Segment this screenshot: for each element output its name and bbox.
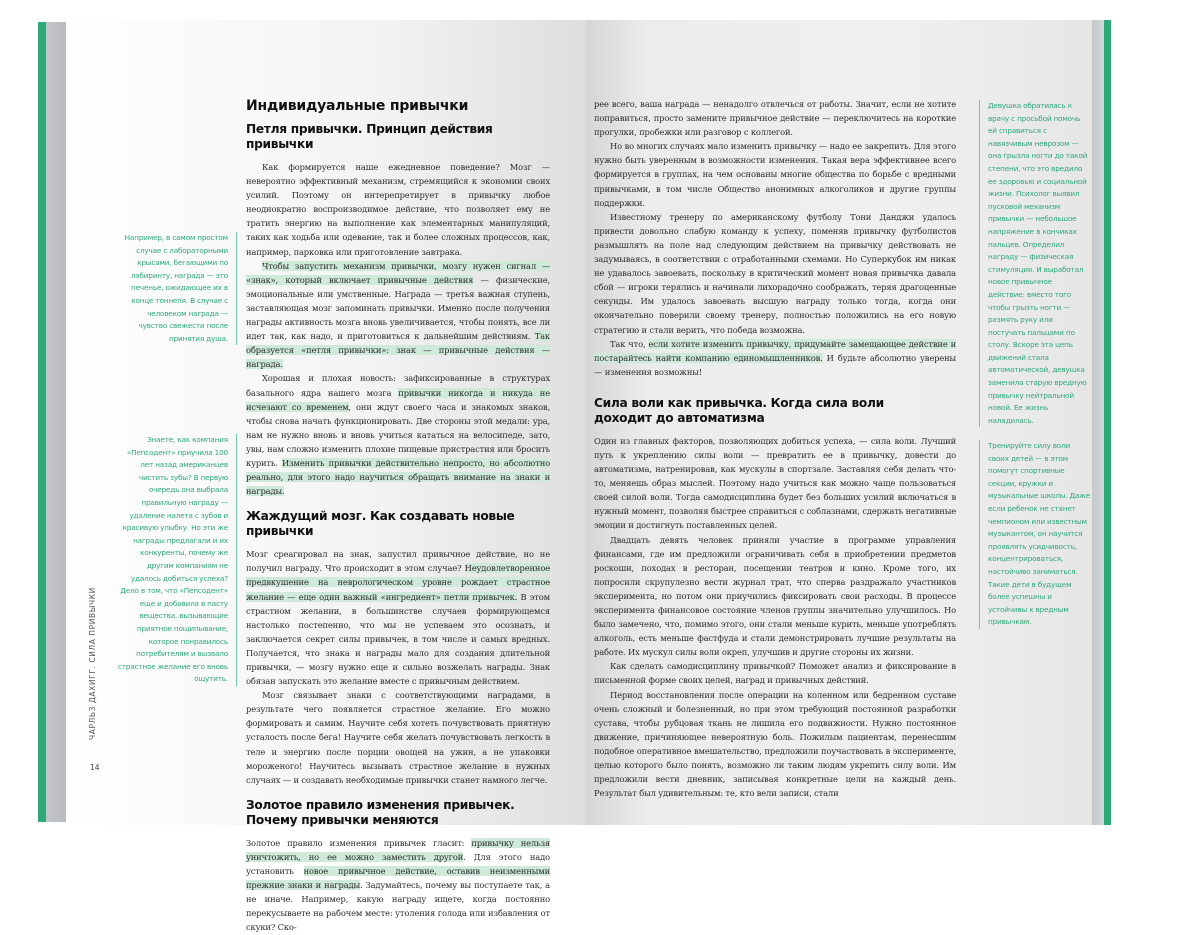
paragraph (246, 547, 550, 688)
chapter-title: Индивидуальные привычки (246, 98, 469, 114)
text: Золотое правило изменения привычек гласит: (246, 837, 472, 848)
section-heading-golden-rule: Золотое правило изменения привычек. Почему привычки меняются (246, 797, 515, 827)
section-heading-craving-brain: Жаждущий мозг. Как создавать новые привычки (246, 509, 515, 539)
highlight: Так образуется «петля привычки»: знак — привычные действия — награда. (246, 331, 550, 370)
text: . Для этого надо установить (246, 851, 550, 877)
text: — физические, эмоциональные или умственные. Награда — третья важная ступень, заставляющая мозг запоминать привычки. Именно после получения награды активность мозга вновь увеличивается, чтобы понять, все ли идет так, как надо, и приготовиться к дальнейшим действиям. (246, 274, 551, 342)
paragraph: Как сделать самодисциплину привычкой? Поможет анализ и фиксирование в письменной форме своих целей, наград и привычных действий. (594, 661, 956, 686)
paragraph: Двадцать девять человек приняли участие в программе управления финансами, где им предложили ограничивать себя в приобретении предметов роскоши, походах в ресторан, посещении театров и кино. Кроме того, их попросили скрупулезно вести журнал трат, что сперва раздражало участников эксперимента, но потом они приучились фиксировать свои расходы. В процессе эксперимента финансовое состояние членов группы значительно улучшилось. Но было замечено, что, помимо этого, они стали меньше курить, меньше употреблять алкоголь, есть меньше фастфуда и стали демонстрировать лучшие результаты на работе. Их мускул силы воли окреп, улучшив и другие стороны их жизни. (594, 534, 956, 658)
paragraph (246, 371, 550, 498)
left-page (66, 20, 586, 933)
paragraph: Один из главных факторов, позволяющих добиться успеха, — сила воли. Лучший путь к укреплению силы воли — превратить ее в привычку, довести до автоматизма, натренировав, как мускулы в спортзале. Заставляя себя делать что-то, меняешь образ мыслей. Поэтому надо учиться как можно чаще пользоваться своей силой воли. Тогда самодисциплина будет без больших усилий включаться в нужный момент, позволяя быстрее справиться с соблазнами, сдержать негативные эмоции и достигнуть поставленных целей. (594, 435, 956, 531)
book-spine-left (38, 22, 46, 822)
page-edges-right (1092, 20, 1104, 825)
running-title-left: ЧАРЛЬЗ ДАХИГГ. СИЛА ПРИВЫЧКИ (88, 587, 97, 740)
left-main-column (246, 98, 550, 935)
text: . Задумайтесь, почему вы поступаете так, а не иначе. Например, какую награду ищете, когда постоянно перекусываете на рабочем месте: утоления голода или избавления от скуки? Ско- (246, 880, 551, 933)
paragraph: рее всего, ваша награда — ненадолго отвлечься от работы. Значит, если не хотите поправиться, просто замените привычное действие — переключитесь на короткие прогулки, пробежки или разговор с коллегой. (594, 99, 956, 138)
sidenote-nail-biting: Девушка обратилась к врачу с просьбой помочь ей справиться с навязчивым неврозом — она грызла ногти до такой степени, что это вредило ее здоровью и социальной жизни. Психолог выявил пусковой механизм привычки — небольшое напряжение в кончиках пальцев. Определил награду — физическая стимуляция. И выработал новое привычное действие: вместо того чтобы грызть ногти — размять руку или постучать пальцами по столу. Вскоре эта цепь движений стала автоматической, девушка заменила старую вредную привычку нейтральной новой. Ее жизнь наладилась. (979, 100, 1090, 427)
sidenote-pepsodent: Знаете, как компания «Пепсодент» приучила 100 лет назад американцев чистить зубы? В первую очередь она выбрала правильную награду — удаление налета с зубов и красивую улыбку. Но эти же награды предлагали и их конкуренты, почему же другим компаниям не удалось добиться успеха? Дело в том, что «Пепсодент» еще и добавила в пасту вещества, вызывающие приятное пощипывание, которое понравилось потребителям и вызвало страстное желание его вновь ощутить. (116, 434, 237, 686)
highlight: Чтобы запустить механизм привычки, мозгу нужен сигнал — «знак», который включает привычные действия (246, 260, 550, 285)
text: И будьте абсолютно уверены — изменения возможны! (594, 352, 956, 377)
text: Мозг среагировал на знак, запустил привычное действие, но не получил награду. Что происходит в этом случае? (246, 549, 550, 574)
highlight: если хотите изменить привычку, придумайте замещающее действие и постарайтесь найти компанию единомышленников. (594, 338, 956, 363)
section-heading-willpower: Сила воли как привычка. Когда сила воли доходит до автоматизма (594, 395, 884, 425)
sidenote-rats: Например, в самом простом случае с лабораторными крысами, бегающими по лабиринту, награда — это печенье, ожидающее их в конце тоннеля. В случае с человеком награда — чувство свежести после принятия душа. (124, 232, 237, 345)
page-number-left: 14 (90, 763, 100, 772)
right-main-column (594, 97, 956, 800)
page-edges-left (46, 22, 66, 822)
highlight: Неудовлетворенное предвкушение на неврологическом уровне рождает страстное желание — еще один важный «ингредиент» петли привычек. (246, 563, 550, 602)
highlight: привычки никогда и никуда не исчезают со временем (246, 387, 550, 412)
right-page (586, 20, 1092, 825)
highlight: новое привычное действие, оставив неизменными прежние знаки и награды (246, 866, 550, 891)
text: Хорошая и плохая новость: зафиксированные в структурах базального ядра нашего мозга (246, 373, 550, 398)
highlight: привычку нельзя уничтожить, но ее можно заместить другой (246, 837, 550, 862)
paragraph: Но во многих случаях мало изменить привычку — надо ее закрепить. Для этого нужно быть уверенным в возможности изменения. Такая вера эффективнее всего формируется в группах, на чем основаны многие общества по борьбе с вредными привычками, в том числе Общество анонимных алкоголиков и другие группы поддержки. (594, 141, 956, 208)
paragraph: Период восстановления после операции на коленном или бедренном суставе очень сложный и болезненный, но при этом требующий постоянной разработки сустава, чтобы рубцовая ткань не лишила его подвижности. Нужно постоянное движение, причиняющее невероятную боль. Пожилым пациентам, перенесшим подобное оперативное вмешательство, предложили поучаствовать в эксперименте, целью которого было понять, возможно ли таким людям укрепить силу воли. Им предложили вести дневник, записывая конкретные цели на каждый день. Результат был удивительным: те, кто вели записи, стали (594, 689, 956, 799)
sidenote-children-willpower: Тренируйте силу воли своих детей — в этом помогут спортивные секции, кружки и музыкальные школы. Даже если ребенок не станет чемпионом или известным музыкантом, он научится проявлять усидчивость, концентрироваться, настойчиво заниматься. Такие дети в будущем более успешны и устойчивы к вредным привычкам. (979, 440, 1090, 629)
text: , они ждут своего часа и знакомых знаков, чтобы снова начать функционировать. Две стороны этой медали: ура, нам не нужно вновь и вновь учиться кататься на велосипеде, зато, увы, нам сложно изменить плохие пищевые пристрастия или бросить курить. (246, 401, 550, 468)
book-spine-right (1104, 20, 1111, 825)
paragraph (246, 836, 550, 935)
paragraph (246, 259, 550, 372)
paragraph: Мозг связывает знаки с соответствующими наградами, в результате чего появляется страстное желание. Его можно формировать и самим. Научите себя хотеть почувствовать приятную усталость после бега! Научите себя желать почувствовать легкость в теле и энергию после порции овощей на ужин, а не упаковки мороженого! Научитесь вызывать страстное желание в нужных случаях — и создавать необходимые привычки станет намного легче. (246, 690, 550, 785)
paragraph: Как формируется наше ежедневное поведение? Мозг — невероятно эффективный механизм, стремящийся к экономии своих усилий. Поэтому он интерепретирует в привычку любое неоднократно воспроизводимое действие, что позволяет ему не тратить энергию на выполнение как элементарных манипуляций, таких как ходьба или одевание, так и более сложных процессов, как, например, парковка или приготовление завтрака. (246, 162, 550, 257)
paragraph (594, 337, 956, 379)
text: Так что, (610, 338, 649, 349)
text: В этом страстном желании, в большинстве случаев формирующемся настолько постепенно, что мы не успеваем это осознать, и заключается секрет силы привычек, в том числе и самых вредных. Получается, что знака и награды мало для создания длительной привычки, — мозгу нужно еще и сильно возжелать награды. Знак обязан запускать это желание вместе с привычным действием. (246, 591, 550, 687)
paragraph: Известному тренеру по американскому футболу Тони Данджи удалось привести довольно слабую команду к успеху, поменяв привычку футболистов размышлять на поле над следующим действием на привычку действовать не задумываясь, в соответствии с отработанными схемами. Но Суперкубок им никак не удавалось завоевать, поскольку в критический момент новая привычка давала сбой — игроки терялись и начинали лихорадочно соображать, теряя драгоценные секунды. Им удалось завоевать высшую награду только тогда, когда они окончательно поверили своему тренеру, полностью положились на его новую стратегию и стали верить, что победа возможна. (594, 211, 956, 335)
section-heading-habit-loop: Петля привычки. Принцип действия привычки (246, 122, 493, 151)
highlight: Изменить привычки действительно непросто, но абсолютно реально, для этого надо научиться обращать внимание на знаки и награды. (246, 457, 550, 497)
